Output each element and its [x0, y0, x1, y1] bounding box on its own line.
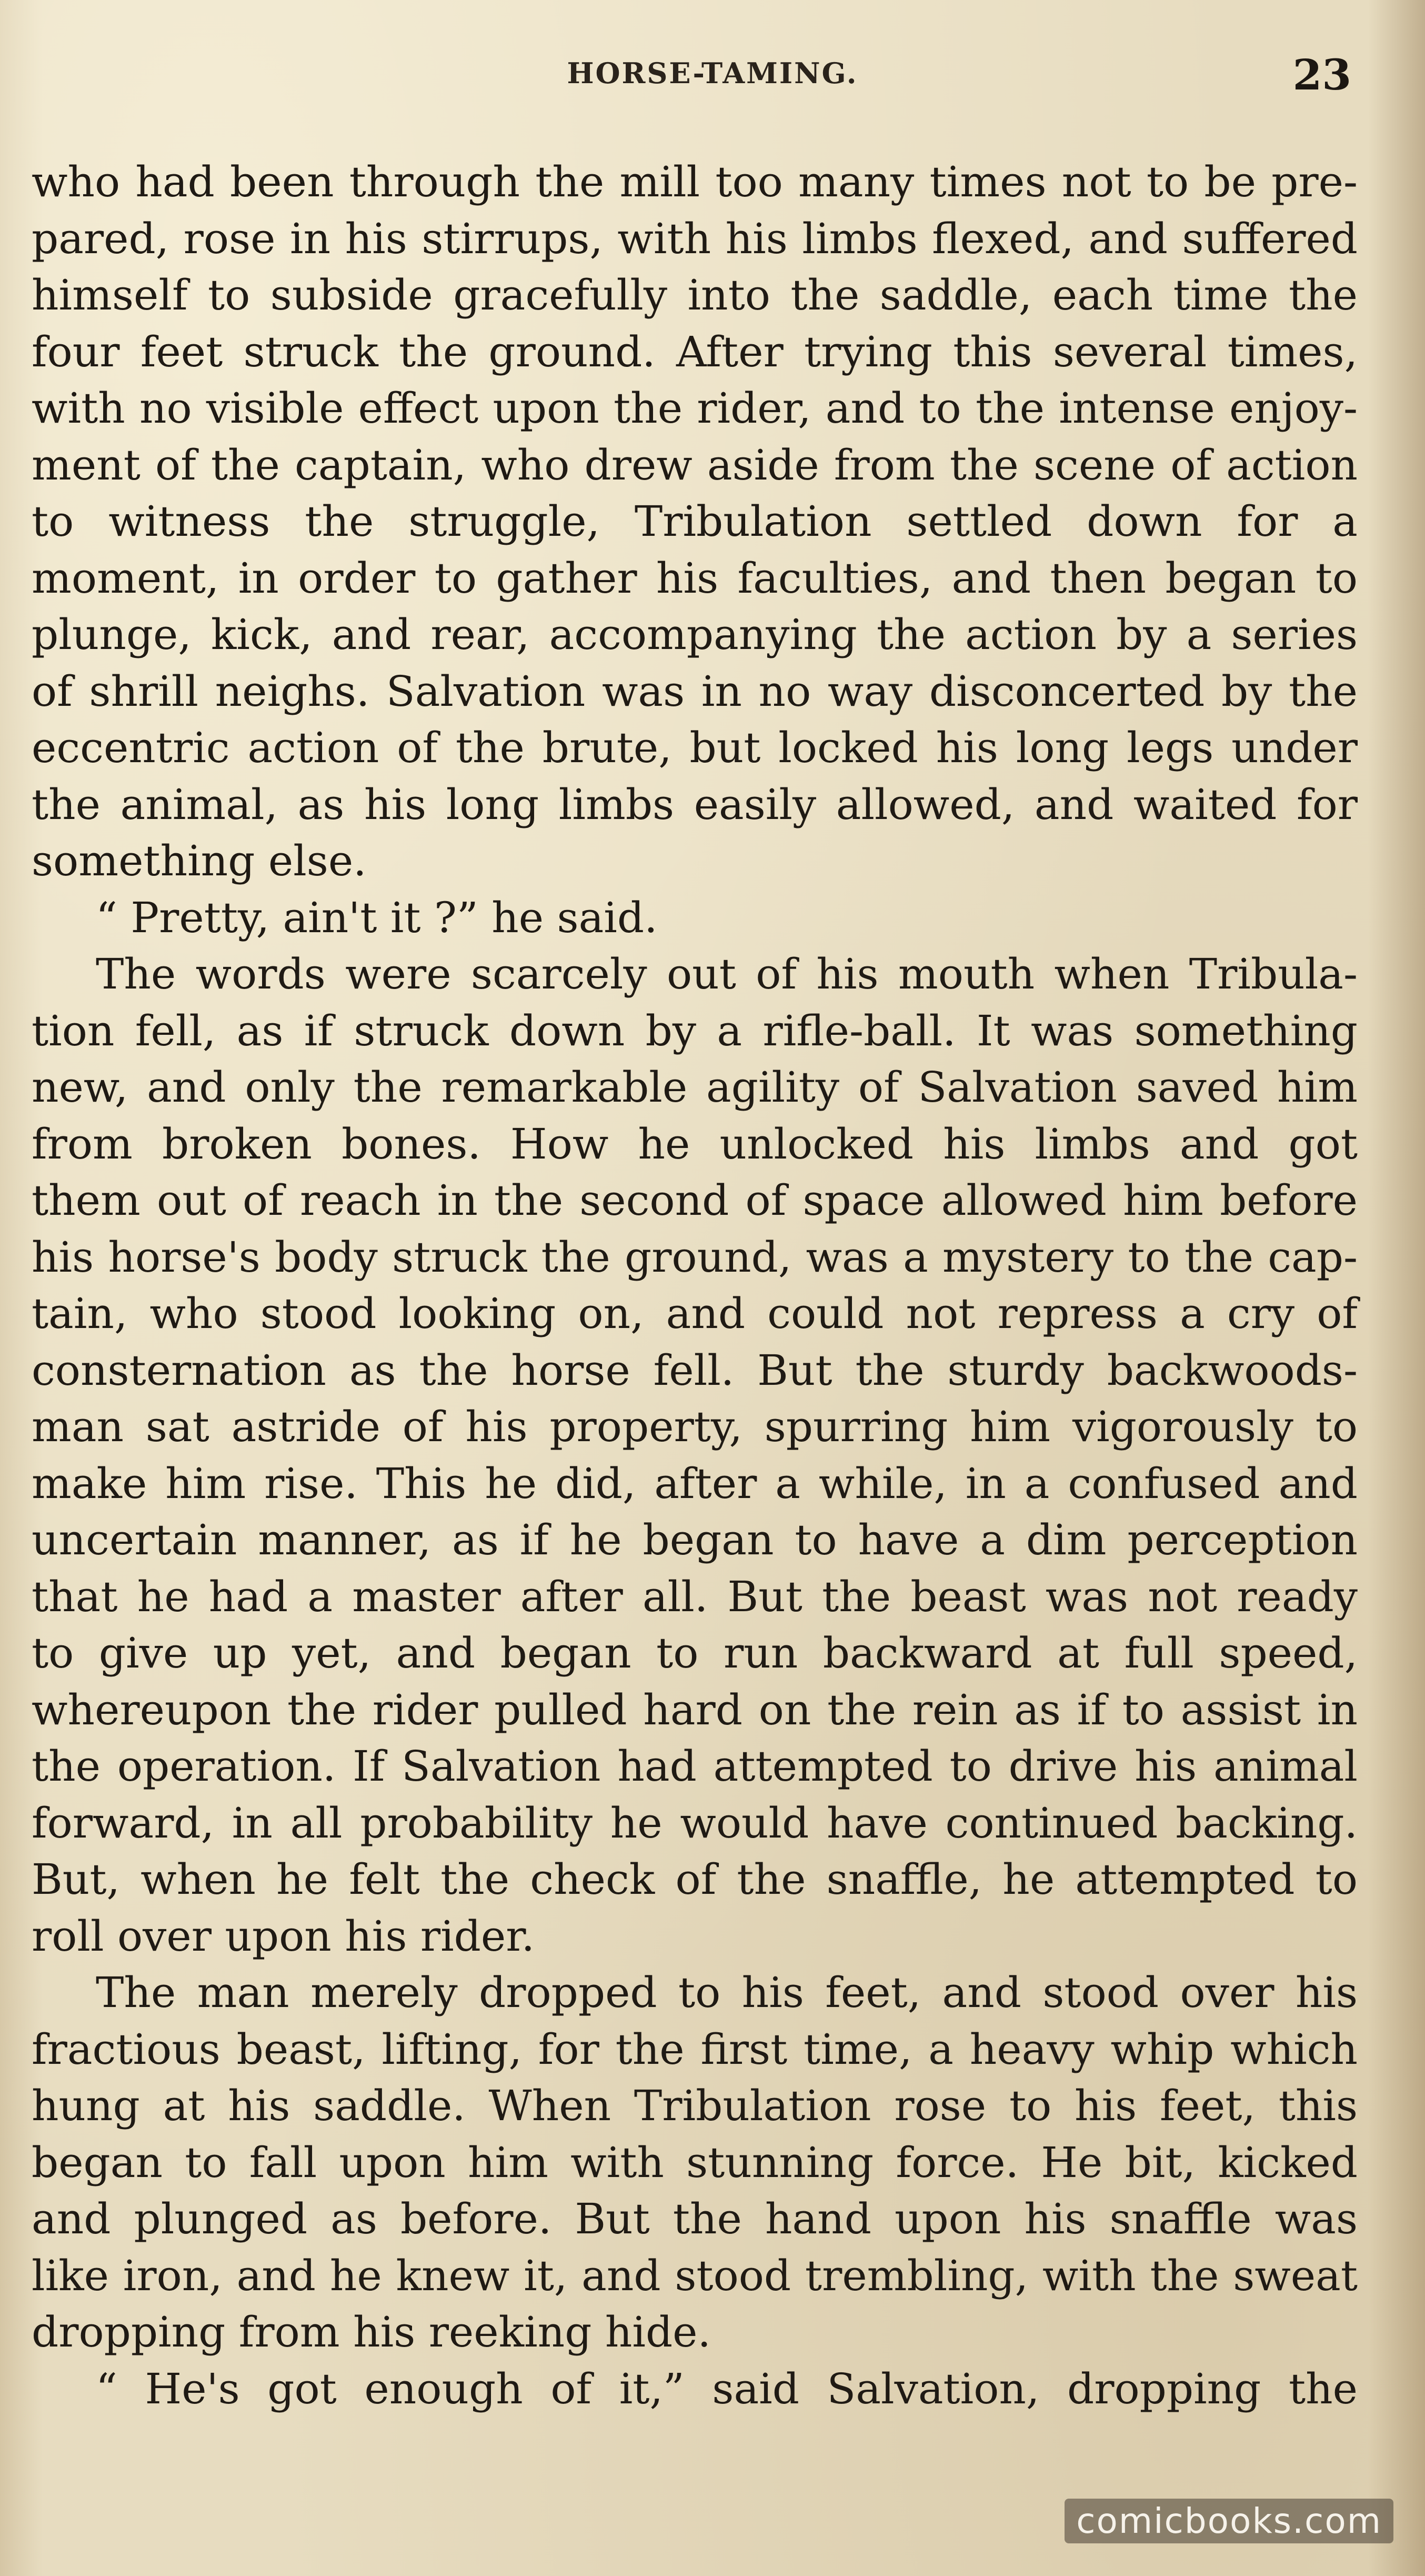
watermark: comicbooks.com — [1065, 2499, 1393, 2543]
text-line: The man merely dropped to his feet, and stood over his — [96, 1968, 1358, 2017]
text-line: new, and only the remarkable agility of Salvation saved him — [32, 1063, 1358, 1112]
text-line: four feet struck the ground. After trying this several times, — [32, 327, 1358, 376]
text-line: forward, in all probability he would have continued backing. — [32, 1798, 1358, 1848]
text-line: tion fell, as if struck down by a rifle-ball. It was something — [32, 1006, 1358, 1055]
text-line: make him rise. This he did, after a while, in a confused and — [32, 1459, 1358, 1508]
text-line: his horse's body struck the ground, was a mystery to the cap- — [32, 1232, 1358, 1282]
body-text — [32, 154, 1358, 2417]
text-line: to give up yet, and began to run backward at full speed, — [32, 1629, 1358, 1678]
text-line: roll over upon his rider. — [32, 1911, 535, 1961]
text-line: pared, rose in his stirrups, with his limbs flexed, and suffered — [32, 214, 1358, 263]
text-line: moment, in order to gather his faculties, and then began to — [32, 553, 1358, 603]
page-number: 23 — [1292, 50, 1351, 99]
text-line: “ He's got enough of it,” said Salvation, dropping the — [96, 2364, 1358, 2413]
text-line: man sat astride of his property, spurring him vigorously to — [32, 1402, 1358, 1451]
text-line: that he had a master after all. But the beast was not ready — [32, 1572, 1358, 1621]
text-line: fractious beast, lifting, for the first time, a heavy whip which — [32, 2024, 1358, 2074]
page-header — [0, 50, 1425, 103]
text-line: himself to subside gracefully into the saddle, each time the — [32, 271, 1358, 319]
text-line: tain, who stood looking on, and could not repress a cry of — [32, 1289, 1358, 1338]
text-line: and plunged as before. But the hand upon his snaffle was — [32, 2194, 1358, 2243]
text-line: who had been through the mill too many times not to be pre- — [32, 157, 1358, 206]
text-line: uncertain manner, as if he began to have a dim perception — [32, 1515, 1358, 1564]
text-line: plunge, kick, and rear, accompanying the action by a series — [32, 610, 1358, 659]
text-line: of shrill neighs. Salvation was in no way disconcerted by the — [32, 666, 1358, 716]
text-line: hung at his saddle. When Tribulation rose to his feet, this — [32, 2081, 1358, 2130]
text-line: consternation as the horse fell. But the sturdy backwoods- — [32, 1345, 1358, 1395]
text-line: the animal, as his long limbs easily allowed, and waited for — [32, 780, 1358, 829]
text-line: the operation. If Salvation had attempted to drive his animal — [32, 1742, 1358, 1791]
running-head: HORSE-TAMING. — [567, 56, 858, 90]
text-line: ment of the captain, who drew aside from the scene of action — [32, 440, 1358, 490]
text-line: with no visible effect upon the rider, and to the intense enjoy- — [32, 384, 1358, 433]
text-line: The words were scarcely out of his mouth when Tribula- — [96, 950, 1358, 999]
text-line: dropping from his reeking hide. — [32, 2308, 711, 2357]
text-line: like iron, and he knew it, and stood trembling, with the sweat — [32, 2251, 1358, 2300]
text-line: But, when he felt the check of the snaffle, he attempted to — [32, 1855, 1358, 1904]
text-line: eccentric action of the brute, but locked his long legs under — [32, 723, 1358, 772]
text-line: to witness the struggle, Tribulation settled down for a — [32, 497, 1358, 546]
text-line: whereupon the rider pulled hard on the rein as if to assist in — [32, 1685, 1358, 1734]
text-line: something else. — [32, 836, 367, 885]
text-line: “ Pretty, ain't it ?” he said. — [96, 893, 658, 942]
text-line: them out of reach in the second of space allowed him before — [32, 1176, 1358, 1225]
text-line: began to fall upon him with stunning force. He bit, kicked — [32, 2138, 1358, 2187]
text-line: from broken bones. How he unlocked his limbs and got — [32, 1119, 1358, 1169]
